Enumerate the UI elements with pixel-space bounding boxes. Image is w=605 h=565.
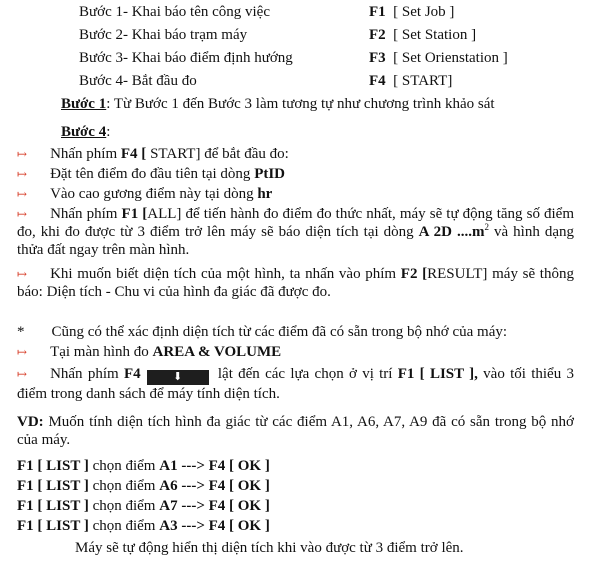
step-row xyxy=(79,3,579,26)
bullet-ptid: ↦ Đặt tên điểm đo đầu tiên tại dòng PtID xyxy=(17,166,286,182)
arrow-bullet-icon: ↦ xyxy=(17,367,28,381)
step1-note: Bước 1: Từ Bước 1 đến Bước 3 làm tương tự như chương trình khảo sát xyxy=(61,96,495,112)
step-key: F2 [ Set Station ] xyxy=(369,27,477,43)
arrow-bullet-icon: ↦ xyxy=(17,267,28,281)
bullet-start: ↦ Nhấn phím F4 [ START] để bắt đầu đo: xyxy=(17,146,289,162)
step-label: Bước 2- Khai báo trạm máy xyxy=(79,27,248,43)
final-note: Máy sẽ tự động hiển thị diện tích khi vào được từ 3 điểm trở lên. xyxy=(75,540,464,556)
step-label: Bước 1- Khai báo tên công việc xyxy=(79,4,271,20)
step-key: F3 [ Set Orienstation ] xyxy=(369,50,508,66)
step-row xyxy=(79,26,579,49)
arrow-bullet-icon: ↦ xyxy=(17,167,28,181)
down-arrow-key-icon: ⬇ xyxy=(147,370,209,385)
arrow-bullet-icon: ↦ xyxy=(17,187,28,201)
step-row xyxy=(79,49,579,72)
arrow-bullet-icon: ↦ xyxy=(17,345,28,359)
step-list xyxy=(79,3,579,95)
example-row: F1 [ LIST ] chọn điểm A7 ---> F4 [ OK ] xyxy=(17,498,270,514)
memory-intro: * Cũng có thể xác định diện tích từ các điểm đã có sẵn trong bộ nhớ của máy: xyxy=(17,324,508,340)
step-key: F1 [ Set Job ] xyxy=(369,4,455,20)
step-key: F4 [ START] xyxy=(369,73,453,89)
bullet-hr: ↦ Vào cao gương điểm này tại dòng hr xyxy=(17,186,273,202)
example-intro: VD: Muốn tính diện tích hình đa giác từ các điểm A1, A6, A7, A9 đã có sẵn trong bộ nhớ của máy. xyxy=(17,414,574,448)
step-row xyxy=(79,72,579,95)
example-row: F1 [ LIST ] chọn điểm A1 ---> F4 [ OK ] xyxy=(17,458,270,474)
step-label: Bước 3- Khai báo điểm định hướng xyxy=(79,50,293,66)
memory-list: ↦ Nhấn phím F4 ⬇ lật đến các lựa chọn ở vị trí F1 [ LIST ], vào tối thiểu 3 điểm trong danh sách để máy tính diện tích. xyxy=(17,366,574,402)
example-row: F1 [ LIST ] chọn điểm A3 ---> F4 [ OK ] xyxy=(17,518,270,534)
example-row: F1 [ LIST ] chọn điểm A6 ---> F4 [ OK ] xyxy=(17,478,270,494)
arrow-bullet-icon: ↦ xyxy=(17,207,28,221)
memory-screen: ↦ Tại màn hình đo AREA & VOLUME xyxy=(17,344,282,360)
bullet-result: ↦ Khi muốn biết diện tích của một hình, ta nhấn vào phím F2 [RESULT] máy sẽ thông báo: Diện tích - Chu vi của hình đa giác đã được đo. xyxy=(17,266,574,300)
step-label: Bước 4- Bắt đầu đo xyxy=(79,73,197,89)
arrow-bullet-icon: ↦ xyxy=(17,147,28,161)
bullet-measure-all: ↦ Nhấn phím F1 [ALL] để tiến hành đo điểm đo thức nhất, máy sẽ tự động tăng số điểm đo, khi đo được từ 3 điểm trở lên máy sẽ báo diện tích tại dòng A 2D $....m^2$ và hình dạng thửa đất ngay trên màn hình. xyxy=(17,206,575,258)
step4-heading: Bước 4: xyxy=(61,124,111,140)
